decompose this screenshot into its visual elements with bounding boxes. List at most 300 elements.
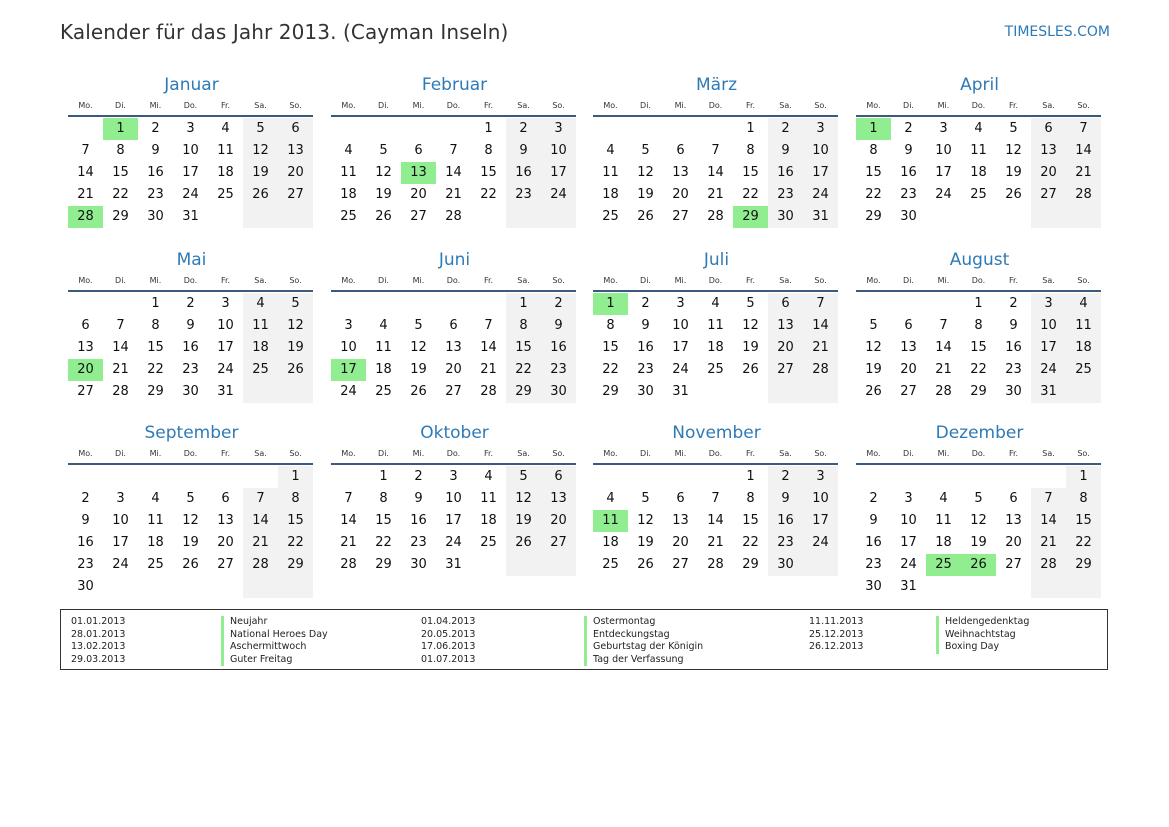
weekday-label: Do. (446, 101, 461, 110)
day-cell: 10 (803, 140, 838, 162)
day-cell: 21 (480, 362, 497, 377)
day-cell: 12 (637, 513, 654, 528)
empty-cell (541, 554, 576, 576)
weekday-label: Mo. (866, 276, 881, 285)
weekday-label: Di. (115, 276, 126, 285)
day-cell: 11 (602, 165, 619, 180)
day-cell: 17 (935, 165, 952, 180)
day-cell: 2 (768, 118, 803, 140)
weekday-label: So. (1077, 101, 1090, 110)
day-cell: 25 (217, 187, 234, 202)
day-cell: 9 (1009, 318, 1018, 333)
empty-cell (208, 206, 243, 228)
day-cell: 20 (217, 535, 234, 550)
month-name: Mai (176, 250, 207, 270)
holiday-name: Boxing Day (936, 641, 1029, 654)
empty-cell (1066, 576, 1101, 598)
day-cell: 2 (541, 293, 576, 315)
day-cell: 27 (410, 209, 427, 224)
holiday-name: Aschermittwoch (221, 641, 328, 654)
weekday-label: Fr. (1008, 101, 1019, 110)
day-cell: 28 (340, 557, 357, 572)
day-cell: 10 (1031, 315, 1066, 337)
empty-cell (663, 466, 698, 488)
weekday-label: Mo. (341, 101, 356, 110)
day-cell: 30 (1005, 384, 1022, 399)
holiday-day: 29 (733, 206, 768, 228)
day-cell: 15 (742, 513, 759, 528)
day-cell: 18 (147, 535, 164, 550)
day-cell: 27 (445, 384, 462, 399)
day-cell: 21 (340, 535, 357, 550)
month-name: November (672, 423, 761, 443)
day-cell: 1 (278, 466, 313, 488)
day-cell: 10 (672, 318, 689, 333)
empty-cell (436, 293, 471, 315)
day-cell: 25 (480, 535, 497, 550)
day-cell: 30 (182, 384, 199, 399)
day-cell: 3 (803, 466, 838, 488)
day-cell: 17 (1031, 337, 1066, 359)
day-cell: 11 (707, 318, 724, 333)
day-cell: 4 (974, 121, 983, 136)
weekday-label: Do. (971, 101, 986, 110)
day-cell: 13 (768, 315, 803, 337)
month-november (593, 421, 838, 576)
weekday-label: Di. (903, 449, 914, 458)
weekday-label: So. (289, 101, 302, 110)
day-cell: 30 (637, 384, 654, 399)
month-januar (68, 73, 313, 228)
weekday-label: Mi. (149, 101, 162, 110)
day-cell: 12 (375, 165, 392, 180)
weekday-label: Di. (903, 276, 914, 285)
brand-link[interactable]: TIMESLES.COM (1004, 24, 1110, 40)
empty-cell (103, 293, 138, 315)
day-cell: 25 (707, 362, 724, 377)
weekday-label: Mi. (149, 276, 162, 285)
day-cell: 26 (506, 532, 541, 554)
weekday-label: Mi. (674, 449, 687, 458)
day-cell: 27 (77, 384, 94, 399)
weekday-label: Mi. (937, 276, 950, 285)
weekday-label: Sa. (517, 101, 530, 110)
day-cell: 17 (803, 162, 838, 184)
day-cell: 6 (768, 293, 803, 315)
day-cell: 3 (803, 118, 838, 140)
day-cell: 19 (410, 362, 427, 377)
day-cell: 27 (217, 557, 234, 572)
empty-cell (1066, 206, 1101, 228)
day-cell: 17 (803, 510, 838, 532)
day-cell: 27 (541, 532, 576, 554)
weekday-label: Mi. (937, 449, 950, 458)
month-name: Juni (438, 250, 471, 270)
day-cell: 19 (637, 535, 654, 550)
day-cell: 15 (375, 513, 392, 528)
month-name: August (949, 250, 1010, 270)
holiday-name: Guter Freitag (221, 654, 328, 667)
empty-cell (278, 576, 313, 598)
day-cell: 25 (147, 557, 164, 572)
weekday-label: Do. (971, 449, 986, 458)
day-cell: 12 (865, 340, 882, 355)
day-cell: 3 (449, 469, 458, 484)
weekday-label: Mo. (341, 449, 356, 458)
empty-cell (593, 118, 628, 140)
day-cell: 28 (1066, 184, 1101, 206)
day-grid (331, 466, 576, 576)
day-cell: 6 (81, 318, 90, 333)
day-cell: 6 (278, 118, 313, 140)
day-cell: 4 (606, 491, 615, 506)
day-cell: 10 (935, 143, 952, 158)
day-cell: 22 (278, 532, 313, 554)
empty-cell (1031, 576, 1066, 598)
day-cell: 21 (707, 187, 724, 202)
day-cell: 18 (217, 165, 234, 180)
weekday-header (856, 97, 1101, 117)
weekday-label: Sa. (254, 449, 267, 458)
weekday-label: Sa. (254, 276, 267, 285)
day-cell: 18 (935, 535, 952, 550)
month-juni (331, 248, 576, 403)
weekday-label: Sa. (1042, 449, 1055, 458)
weekday-label: So. (814, 449, 827, 458)
day-cell: 1 (484, 121, 493, 136)
day-cell: 17 (182, 165, 199, 180)
weekday-label: Mi. (412, 449, 425, 458)
weekday-label: Mo. (866, 449, 881, 458)
weekday-label: Do. (708, 101, 723, 110)
holiday-dates-col-1 (71, 616, 125, 666)
day-cell: 16 (182, 340, 199, 355)
weekday-header (68, 272, 313, 292)
day-cell: 12 (1005, 143, 1022, 158)
day-cell: 21 (803, 337, 838, 359)
empty-cell (471, 293, 506, 315)
day-cell: 4 (243, 293, 278, 315)
day-cell: 13 (900, 340, 917, 355)
day-cell: 30 (900, 209, 917, 224)
day-cell: 26 (278, 359, 313, 381)
empty-cell (68, 118, 103, 140)
day-cell: 19 (182, 535, 199, 550)
day-cell: 12 (243, 140, 278, 162)
empty-cell (506, 554, 541, 576)
day-cell: 19 (970, 535, 987, 550)
day-cell: 29 (506, 381, 541, 403)
day-cell: 26 (1005, 187, 1022, 202)
day-cell: 4 (221, 121, 230, 136)
day-cell: 3 (221, 296, 230, 311)
weekday-header (331, 445, 576, 465)
weekday-label: Mi. (412, 276, 425, 285)
day-cell: 12 (278, 315, 313, 337)
day-cell: 24 (217, 362, 234, 377)
day-cell: 23 (768, 532, 803, 554)
day-cell: 10 (803, 488, 838, 510)
day-cell: 10 (340, 340, 357, 355)
day-cell: 8 (746, 143, 755, 158)
holiday-day: 1 (593, 293, 628, 315)
page-title: Kalender für das Jahr 2013. (Cayman Inseln) (60, 20, 509, 44)
day-cell: 2 (414, 469, 423, 484)
day-cell: 30 (865, 579, 882, 594)
day-cell: 27 (1005, 557, 1022, 572)
day-cell: 1 (151, 296, 160, 311)
day-cell: 17 (217, 340, 234, 355)
holiday-date: 01.07.2013 (421, 653, 476, 665)
day-cell: 19 (243, 162, 278, 184)
day-cell: 23 (900, 187, 917, 202)
day-cell: 12 (506, 488, 541, 510)
weekday-label: Sa. (517, 276, 530, 285)
day-cell: 3 (676, 296, 685, 311)
weekday-label: Do. (183, 449, 198, 458)
day-cell: 28 (243, 554, 278, 576)
day-cell: 11 (480, 491, 497, 506)
day-cell: 13 (445, 340, 462, 355)
weekday-header (593, 445, 838, 465)
weekday-label: So. (552, 101, 565, 110)
day-cell: 20 (541, 510, 576, 532)
day-cell: 1 (746, 469, 755, 484)
day-cell: 19 (742, 340, 759, 355)
day-cell: 29 (147, 384, 164, 399)
day-cell: 11 (375, 340, 392, 355)
day-cell: 20 (1031, 162, 1066, 184)
day-cell: 23 (77, 557, 94, 572)
day-cell: 15 (1066, 510, 1101, 532)
month-februar (331, 73, 576, 228)
empty-cell (103, 466, 138, 488)
holiday-date: 26.12.2013 (809, 641, 864, 652)
day-cell: 4 (344, 143, 353, 158)
day-cell: 28 (803, 359, 838, 381)
day-cell: 5 (746, 296, 755, 311)
holiday-legend (60, 609, 1108, 670)
weekday-label: Mo. (341, 276, 356, 285)
day-cell: 22 (970, 362, 987, 377)
month-name: April (960, 75, 999, 95)
weekday-header (856, 272, 1101, 292)
day-cell: 6 (541, 466, 576, 488)
day-cell: 8 (606, 318, 615, 333)
day-cell: 1 (1066, 466, 1101, 488)
day-cell: 19 (506, 510, 541, 532)
day-cell: 26 (742, 362, 759, 377)
weekday-label: Do. (183, 101, 198, 110)
holiday-date: 01.01.2013 (71, 616, 126, 627)
holiday-names-col-1 (221, 616, 328, 666)
day-cell: 18 (480, 513, 497, 528)
day-cell: 2 (869, 491, 878, 506)
holiday-day: 1 (856, 118, 891, 140)
day-grid (68, 118, 313, 228)
day-cell: 25 (340, 209, 357, 224)
day-cell: 29 (865, 209, 882, 224)
day-cell: 31 (217, 384, 234, 399)
day-cell: 25 (375, 384, 392, 399)
day-cell: 16 (147, 165, 164, 180)
day-cell: 14 (340, 513, 357, 528)
day-cell: 30 (768, 554, 803, 576)
day-cell: 25 (602, 557, 619, 572)
day-cell: 7 (243, 488, 278, 510)
day-cell: 25 (1066, 359, 1101, 381)
empty-cell (243, 381, 278, 403)
day-cell: 5 (506, 466, 541, 488)
month-oktober (331, 421, 576, 576)
day-cell: 16 (637, 340, 654, 355)
holiday-name: Geburtstag der Königin (584, 641, 703, 654)
day-cell: 20 (672, 187, 689, 202)
day-cell: 2 (641, 296, 650, 311)
empty-cell (401, 118, 436, 140)
day-cell: 8 (116, 143, 125, 158)
day-cell: 27 (900, 384, 917, 399)
day-cell: 24 (935, 187, 952, 202)
day-cell: 14 (112, 340, 129, 355)
empty-cell (856, 293, 891, 315)
day-cell: 23 (506, 184, 541, 206)
weekday-label: So. (552, 449, 565, 458)
day-cell: 15 (742, 165, 759, 180)
day-cell: 18 (602, 535, 619, 550)
day-cell: 31 (445, 557, 462, 572)
day-cell: 8 (869, 143, 878, 158)
holiday-name: Neujahr (221, 616, 328, 629)
day-cell: 7 (939, 318, 948, 333)
day-cell: 24 (1031, 359, 1066, 381)
weekday-label: Di. (115, 449, 126, 458)
day-cell: 11 (970, 143, 987, 158)
day-cell: 25 (970, 187, 987, 202)
day-cell: 14 (445, 165, 462, 180)
day-cell: 19 (637, 187, 654, 202)
month-august (856, 248, 1101, 403)
day-cell: 6 (1031, 118, 1066, 140)
day-cell: 4 (606, 143, 615, 158)
day-cell: 28 (707, 209, 724, 224)
day-cell: 3 (904, 491, 913, 506)
day-cell: 12 (970, 513, 987, 528)
day-cell: 8 (1066, 488, 1101, 510)
day-grid (856, 466, 1101, 598)
empty-cell (663, 118, 698, 140)
day-cell: 24 (112, 557, 129, 572)
day-cell: 11 (147, 513, 164, 528)
day-cell: 26 (182, 557, 199, 572)
day-cell: 20 (445, 362, 462, 377)
day-cell: 29 (375, 557, 392, 572)
day-cell: 21 (243, 532, 278, 554)
day-cell: 6 (449, 318, 458, 333)
weekday-label: Sa. (517, 449, 530, 458)
day-cell: 15 (112, 165, 129, 180)
day-cell: 4 (151, 491, 160, 506)
holiday-day: 17 (331, 359, 366, 381)
day-cell: 3 (186, 121, 195, 136)
day-cell: 12 (182, 513, 199, 528)
day-cell: 22 (742, 535, 759, 550)
weekday-label: Fr. (745, 276, 756, 285)
day-cell: 9 (904, 143, 913, 158)
day-cell: 27 (278, 184, 313, 206)
holiday-name: Entdeckungstag (584, 629, 703, 642)
weekday-label: Fr. (1008, 276, 1019, 285)
empty-cell (593, 466, 628, 488)
day-cell: 13 (77, 340, 94, 355)
day-grid (68, 466, 313, 598)
empty-cell (471, 554, 506, 576)
day-cell: 18 (375, 362, 392, 377)
weekday-label: Fr. (745, 101, 756, 110)
weekday-label: Sa. (779, 449, 792, 458)
month-name: Dezember (935, 423, 1024, 443)
holiday-day: 13 (401, 162, 436, 184)
month-juli (593, 248, 838, 403)
month-name: Juli (703, 250, 730, 270)
day-cell: 6 (676, 491, 685, 506)
day-cell: 22 (1066, 532, 1101, 554)
day-grid (856, 293, 1101, 403)
day-cell: 7 (116, 318, 125, 333)
empty-cell (103, 576, 138, 598)
day-cell: 24 (672, 362, 689, 377)
empty-cell (698, 118, 733, 140)
day-cell: 30 (768, 206, 803, 228)
day-cell: 31 (1031, 381, 1066, 403)
holiday-names-col-2 (584, 616, 703, 666)
day-cell: 30 (77, 579, 94, 594)
weekday-label: Do. (446, 276, 461, 285)
day-cell: 14 (1066, 140, 1101, 162)
weekday-label: Di. (640, 101, 651, 110)
day-cell: 29 (1066, 554, 1101, 576)
day-cell: 11 (243, 315, 278, 337)
day-cell: 31 (900, 579, 917, 594)
day-cell: 4 (379, 318, 388, 333)
empty-cell (961, 576, 996, 598)
day-cell: 1 (506, 293, 541, 315)
day-cell: 14 (707, 165, 724, 180)
empty-cell (961, 466, 996, 488)
day-cell: 20 (278, 162, 313, 184)
day-cell: 10 (112, 513, 129, 528)
empty-cell (436, 118, 471, 140)
day-cell: 27 (768, 359, 803, 381)
weekday-label: Sa. (254, 101, 267, 110)
weekday-header (856, 445, 1101, 465)
weekday-label: Mi. (674, 276, 687, 285)
day-cell: 8 (974, 318, 983, 333)
month-mai (68, 248, 313, 403)
day-cell: 13 (1005, 513, 1022, 528)
day-cell: 6 (676, 143, 685, 158)
holiday-date: 25.12.2013 (809, 628, 864, 640)
empty-cell (243, 576, 278, 598)
day-cell: 7 (711, 491, 720, 506)
day-cell: 7 (449, 143, 458, 158)
day-cell: 16 (900, 165, 917, 180)
empty-cell (208, 576, 243, 598)
day-cell: 18 (340, 187, 357, 202)
day-cell: 9 (541, 315, 576, 337)
empty-cell (138, 466, 173, 488)
day-cell: 16 (77, 535, 94, 550)
